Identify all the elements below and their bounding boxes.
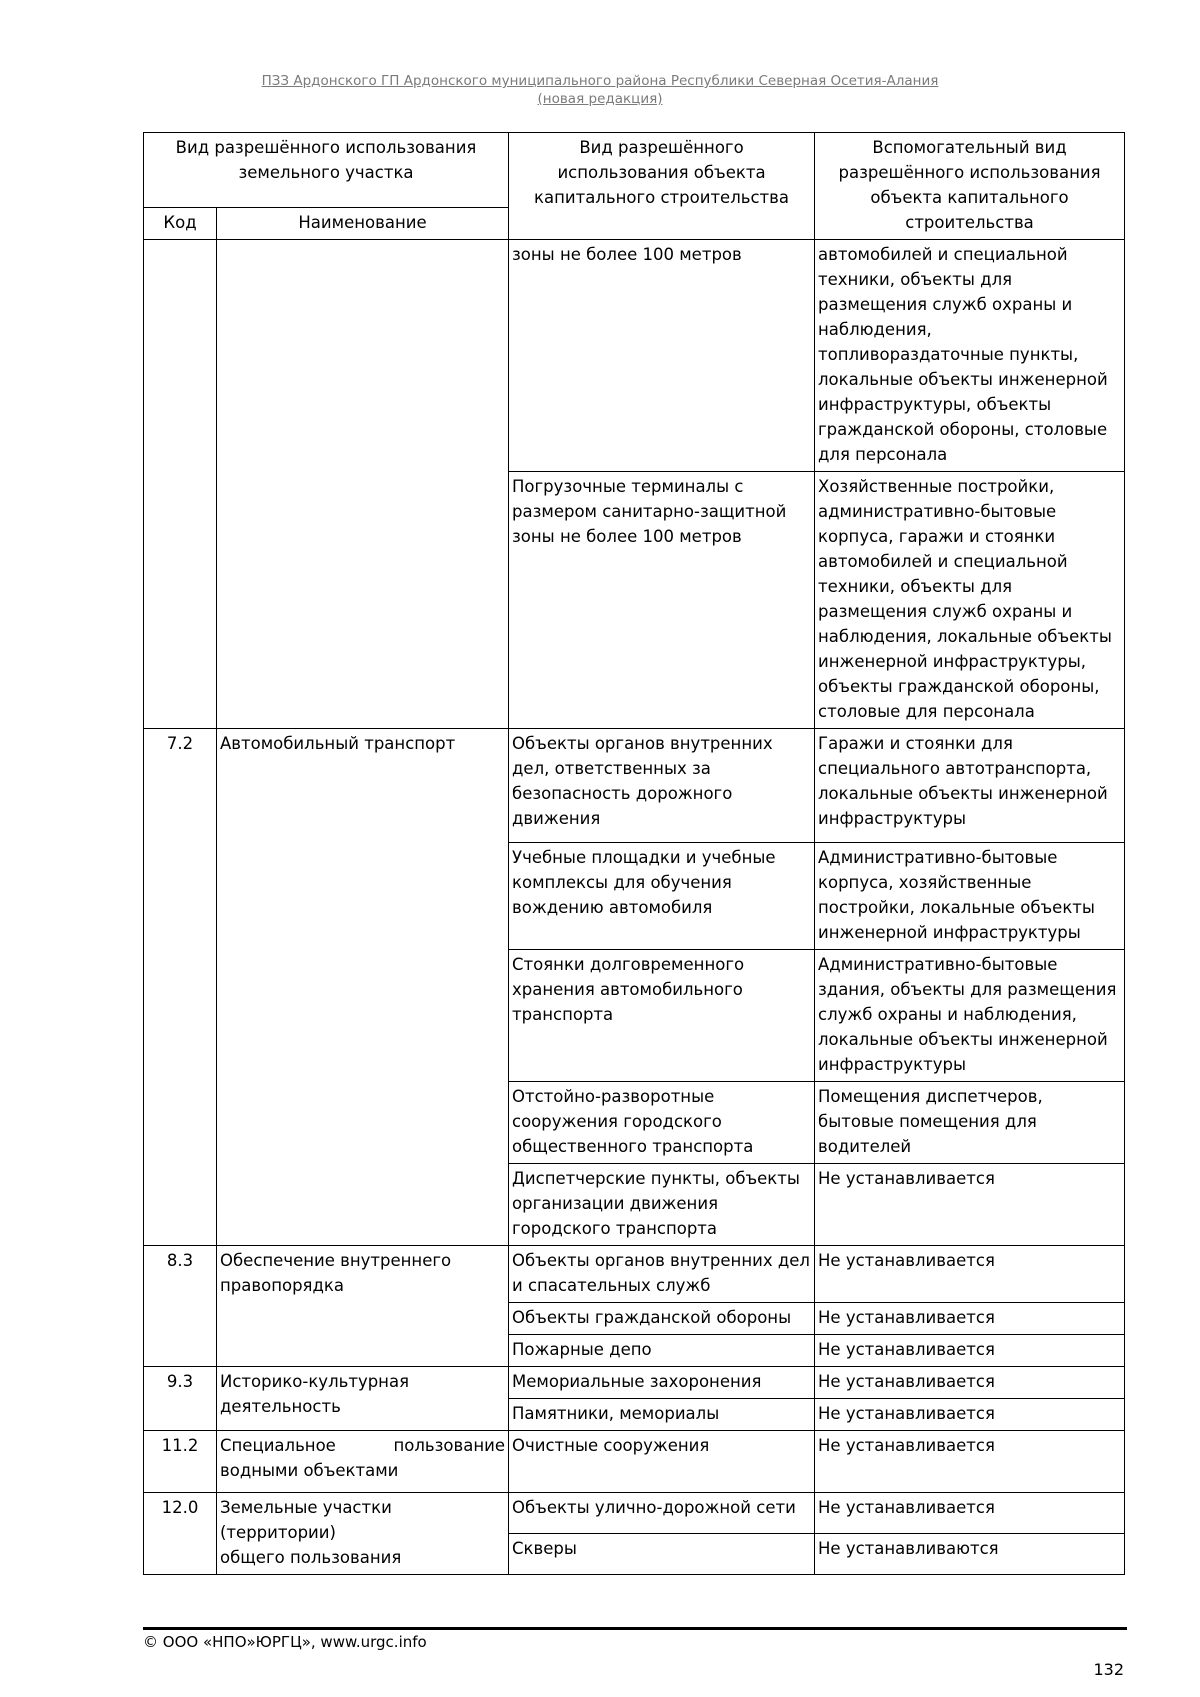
cell-object: Отстойно-разворотные сооружения городского общественного транспорта: [509, 1082, 815, 1164]
table-row: [144, 240, 1125, 472]
cell-object: Скверы: [509, 1534, 815, 1575]
cell-object: Пожарные депо: [509, 1335, 815, 1367]
header-title: ПЗЗ Ардонского ГП Ардонского муниципального района Республики Северная Осетия-Алания: [261, 73, 939, 89]
cell-auxiliary: Не устанавливается: [815, 1335, 1125, 1367]
cell-name-line: водными объектами: [220, 1461, 399, 1480]
cell-auxiliary: Не устанавливается: [815, 1303, 1125, 1335]
cell-auxiliary: Административно-бытовые корпуса, хозяйственные постройки, локальные объекты инженерной инфраструктуры: [815, 843, 1125, 950]
cell-object: Объекты органов внутренних дел и спасательных служб: [509, 1246, 815, 1303]
page-number: 132: [1093, 1660, 1124, 1679]
cell-auxiliary: Гаражи и стоянки для специального автотранспорта, локальные объекты инженерной инфраструктуры: [815, 729, 1125, 843]
cell-name: [217, 240, 509, 729]
cell-object: Памятники, мемориалы: [509, 1399, 815, 1431]
cell-object: Мемориальные захоронения: [509, 1367, 815, 1399]
cell-name: Обеспечение внутреннего правопорядка: [217, 1246, 509, 1367]
cell-code: 7.2: [144, 729, 217, 1246]
table-row: [144, 729, 1125, 843]
cell-name: [217, 1493, 509, 1575]
cell-auxiliary: Не устанавливается: [815, 1367, 1125, 1399]
header-capital-object: Вид разрешённого использования объекта капитального строительства: [509, 133, 815, 240]
header-land-use: Вид разрешённого использования земельного участка: [144, 133, 509, 208]
cell-object: зоны не более 100 метров: [509, 240, 815, 472]
cell-auxiliary: Хозяйственные постройки, административно-бытовые корпуса, гаражи и стоянки автомобилей и специальной техники, объекты для размещения служб охраны и наблюдения, локальные объекты инженерной инфраструктуры, объекты гражданской обороны, столовые для персонала: [815, 472, 1125, 729]
cell-name: Автомобильный транспорт: [217, 729, 509, 1246]
cell-auxiliary: Помещения диспетчеров, бытовые помещения для водителей: [815, 1082, 1125, 1164]
cell-name-line: общего пользования: [220, 1548, 402, 1567]
cell-auxiliary: Не устанавливаются: [815, 1534, 1125, 1575]
cell-object: Стоянки долговременного хранения автомобильного транспорта: [509, 950, 815, 1082]
cell-object: Объекты органов внутренних дел, ответственных за безопасность дорожного движения: [509, 729, 815, 843]
table-row: [144, 1246, 1125, 1303]
cell-auxiliary: Не устанавливается: [815, 1246, 1125, 1303]
page-header: [0, 72, 1200, 108]
footer-copyright: © ООО «НПО»ЮРГЦ», www.urgc.info: [143, 1633, 427, 1651]
cell-code: 8.3: [144, 1246, 217, 1367]
cell-auxiliary: Не устанавливается: [815, 1431, 1125, 1493]
cell-object: Очистные сооружения: [509, 1431, 815, 1493]
cell-object: Учебные площадки и учебные комплексы для обучения вождению автомобиля: [509, 843, 815, 950]
cell-auxiliary: автомобилей и специальной техники, объекты для размещения служб охраны и наблюдения, топливораздаточные пункты, локальные объекты инженерной инфраструктуры, объекты гражданской обороны, столовые для персонала: [815, 240, 1125, 472]
header-auxiliary: Вспомогательный вид разрешённого использования объекта капитального строительства: [815, 133, 1125, 240]
cell-object: Объекты гражданской обороны: [509, 1303, 815, 1335]
cell-object: Погрузочные терминалы с размером санитарно-защитной зоны не более 100 метров: [509, 472, 815, 729]
cell-code: 9.3: [144, 1367, 217, 1431]
cell-object: Объекты улично-дорожной сети: [509, 1493, 815, 1534]
cell-name-line: Земельные участки (территории): [220, 1498, 392, 1542]
header-code: Код: [144, 207, 217, 239]
table-row: [144, 1367, 1125, 1399]
cell-code: 12.0: [144, 1493, 217, 1575]
header-name: Наименование: [217, 207, 509, 239]
table-row: [144, 1493, 1125, 1534]
cell-name: [217, 1431, 509, 1493]
cell-code: [144, 240, 217, 729]
table-row: [144, 1431, 1125, 1493]
cell-auxiliary: Не устанавливается: [815, 1493, 1125, 1534]
cell-auxiliary: Не устанавливается: [815, 1399, 1125, 1431]
cell-code: 11.2: [144, 1431, 217, 1493]
footer-divider: [143, 1627, 1127, 1630]
cell-auxiliary: Административно-бытовые здания, объекты для размещения служб охраны и наблюдения, локальные объекты инженерной инфраструктуры: [815, 950, 1125, 1082]
cell-name: Историко-культурная деятельность: [217, 1367, 509, 1431]
land-use-table: [143, 132, 1125, 1575]
cell-auxiliary: Не устанавливается: [815, 1164, 1125, 1246]
cell-object: Диспетчерские пункты, объекты организации движения городского транспорта: [509, 1164, 815, 1246]
header-edition: (новая редакция): [537, 91, 663, 107]
cell-name-line: Специальное пользование: [220, 1436, 506, 1455]
